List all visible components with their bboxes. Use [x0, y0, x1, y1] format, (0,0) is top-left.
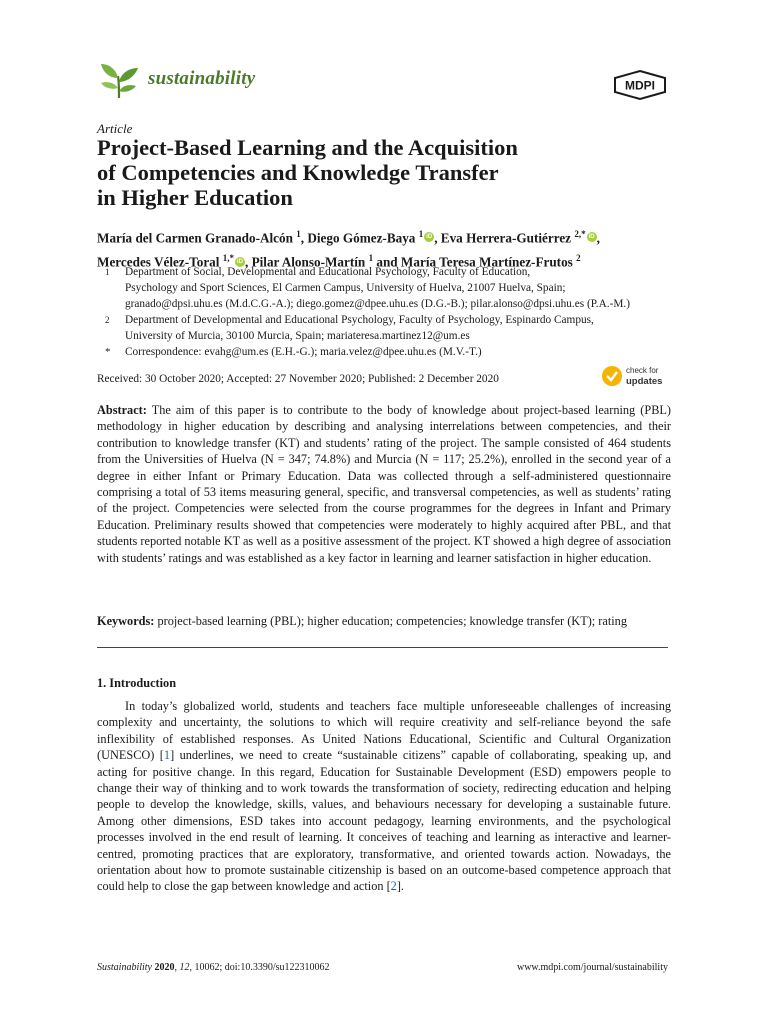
citation-link[interactable]: 1 — [163, 748, 171, 763]
footer-doi: , 10062; doi:10.3390/su122310062 — [189, 962, 330, 973]
affiliation-line: granado@dpsi.uhu.es (M.d.C.G.-A.); diego.gomez@dpee.uhu.es (D.G.-B.); pilar.alonso@dpsi.uhu.es (P.A.-M.) — [125, 298, 630, 310]
check-for-updates-button[interactable] — [601, 363, 673, 389]
affiliation-line: Department of Developmental and Educational Psychology, Faculty of Psychology, Espinardo Campus, — [125, 314, 594, 326]
author-name[interactable]: Diego Gómez-Baya — [307, 230, 416, 246]
affiliation-sup: 1 — [418, 229, 424, 239]
journal-leaf-logo-icon — [97, 58, 141, 102]
affiliation-line: Correspondence: evahg@um.es (E.H.-G.); maria.velez@dpee.uhu.es (M.V.-T.) — [125, 346, 482, 358]
check-badge-line2: updates — [626, 376, 663, 387]
abstract-label: Abstract: — [97, 403, 147, 417]
author-line: Mercedes Vélez-Toral $^{1,*}$ iD , Pilar Alonso-Martín $^1$ and María Teresa Martínez-Frutos $^2$ — [97, 253, 581, 270]
affiliation-item — [97, 264, 677, 312]
check-badge-line1: check for — [626, 366, 659, 375]
abstract — [97, 402, 671, 566]
author-name[interactable]: María del Carmen Granado-Alcón — [97, 230, 293, 246]
affiliation-list — [97, 264, 677, 360]
intro-text: In today’s globalized world, students and teachers face multiple unforeseeable challenges of increasing complexity and uncertainty, the solutions to which will require creativity and self-reliance beyond the safe inflexibility of established responses. As United Nations Educational, Scientific and Cultural Organization (UNESCO) [ — [97, 699, 671, 763]
author-line: María del Carmen Granado-Alcón $^1$, Diego Gómez-Baya $^1$ iD , Eva Herrera-Gutiérrez $^{2,*}$ iD , — [97, 229, 600, 246]
affiliation-sup: 2 — [576, 253, 581, 264]
publication-dates: Received: 30 October 2020; Accepted: 27 November 2020; Published: 2 December 2020 — [97, 373, 499, 385]
section-heading: 1. Introduction — [97, 676, 177, 690]
intro-text: ] underlines, we need to create “sustainable citizens” capable of collaborating, speaking up, and acting for positive change. In this regard, Education for Sustainable Development (ESD) empowers people to change their way of thinking and to work towards the transformation of society, redirecting education and helping people to develop the knowledge, skills, values, and behaviours necessary for developing a sustainable future. Among other dimensions, ESD takes into account pedagogy, learning environments, and the psychological processes involved in the end result of learning. It conceives of teaching and learning as interactive and learner-centred, promoting practices that are exploratory, transformative, and oriented towards action. Nowadays, the orientation about how to promote sustainable citizenship is based on an outcome-based competence approach that could help to close the gap between knowledge and action [ — [97, 748, 671, 894]
affiliation-sup: 1 — [296, 229, 301, 239]
correspondence-text — [125, 344, 677, 360]
title-line: of Competencies and Knowledge Transfer — [97, 160, 499, 185]
publisher-name: MDPI — [625, 78, 655, 93]
correspondence-item — [97, 344, 677, 360]
orcid-icon[interactable]: iD — [588, 234, 595, 241]
author-name[interactable]: Eva Herrera-Gutiérrez — [440, 230, 572, 246]
title-line: in Higher Education — [97, 185, 293, 210]
intro-paragraph — [97, 698, 671, 895]
section-divider — [97, 647, 668, 648]
affiliation-mark: 2 — [105, 315, 110, 325]
citation-footer: Sustainability 2020, 12, 10062; doi:10.3390/su122310062 — [97, 962, 330, 973]
author-name[interactable]: Pilar Alonso-Martín — [251, 254, 366, 270]
affiliation-line: Department of Social, Developmental and Educational Psychology, Faculty of Education, — [125, 266, 531, 278]
affiliation-text — [125, 264, 677, 312]
affiliation-sup: 2,* — [574, 229, 586, 239]
affiliation-mark: 1 — [105, 267, 110, 277]
affiliation-line: Psychology and Sport Sciences, El Carmen Campus, University of Huelva, 21007 Huelva, Spain; — [125, 282, 566, 294]
mdpi-logo-icon — [612, 70, 668, 100]
correspondence-mark: * — [105, 346, 111, 358]
article-type: Article — [97, 121, 133, 136]
author-name[interactable]: Mercedes Vélez-Toral — [97, 254, 220, 270]
title-line: Project-Based Learning and the Acquisition — [97, 135, 518, 160]
footer-volume: 12 — [179, 962, 190, 973]
citation-link[interactable]: 2 — [390, 879, 397, 894]
abstract-text: The aim of this paper is to contribute to the body of knowledge about project-based learning (PBL) methodology in higher education by describing and analysing interrelations between competencies, and their contribution to knowledge transfer (KT) and students’ rating of the project. The sample consisted of 464 students from the Universities of Huelva (N = 347; 74.8%) and Murcia (N = 117; 25.2%), enrolled in the second year of a degree in either Infant or Primary Education. Data was collected through a self-administered questionnaire comprising a total of 53 items measuring general, specific, and transversal competencies, as well as students’ rating of the project. Competencies were selected from the course programmes for the degrees in Infant and Primary Education. Preliminary results showed that competencies were moderately to highly acquired after PBL, and that students reported notable KT as well as a positive assessment of the project. KT showed a high degree of association with students’ ratings and was established as a key factor in learning and learner satisfaction in higher education. — [97, 403, 671, 565]
intro-text: ]. — [396, 879, 404, 894]
affiliation-item — [97, 312, 677, 344]
keywords-text: project-based learning (PBL); higher education; competencies; knowledge transfer (KT); rating — [157, 614, 627, 628]
keywords-label: Keywords: — [97, 614, 155, 628]
affiliation-sup: 1 — [368, 253, 374, 264]
affiliation-sup: 1,* — [222, 253, 234, 264]
orcid-icon[interactable]: iD — [236, 258, 243, 265]
affiliation-text — [125, 312, 677, 344]
journal-url-link[interactable]: www.mdpi.com/journal/sustainability — [516, 962, 668, 973]
article-title — [97, 135, 657, 210]
footer-journal: Sustainability — [97, 962, 152, 973]
affiliation-line: University of Murcia, 30100 Murcia, Spain; mariateresa.martinez12@um.es — [125, 330, 470, 342]
author-name[interactable]: María Teresa Martínez-Frutos — [400, 254, 573, 270]
orcid-icon[interactable]: iD — [426, 234, 433, 241]
journal-name: sustainability — [148, 68, 256, 89]
keywords — [97, 613, 671, 629]
footer-year: 2020 — [154, 962, 175, 973]
